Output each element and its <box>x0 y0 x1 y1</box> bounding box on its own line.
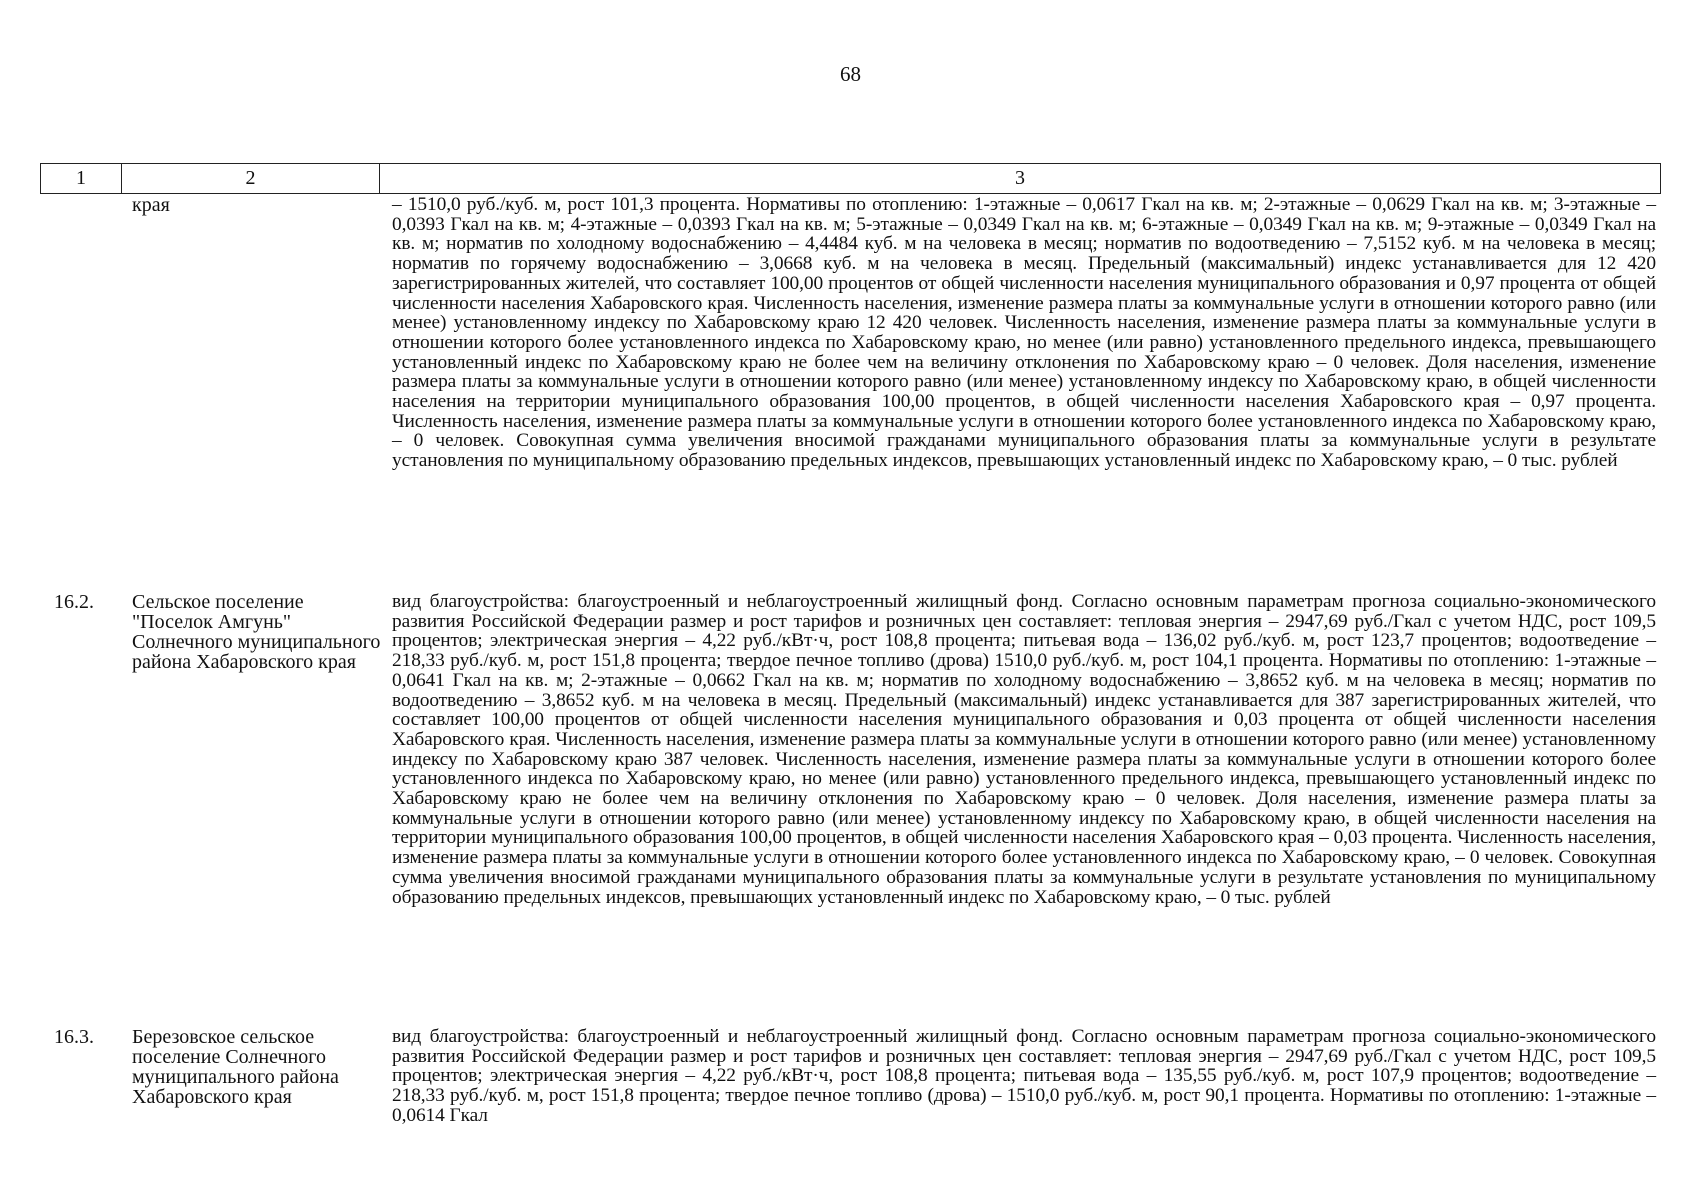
row-description: вид благоустройства: благоустроенный и неблагоустроенный жилищный фонд. Согласно основным параметрам прогноза социально-экономического развития Российской Федерации размер и рост тарифов и розничных цен составляет: тепловая энергия – 2947,69 руб./Гкал с учетом НДС, рост 109,5 процентов; электрическая энергия – 4,22 руб./кВт·ч, рост 108,8 процента; питьевая вода – 135,55 руб./куб. м, рост 107,9 процентов; водоотведение – 218,33 руб./куб. м, рост 151,8 процента; твердое печное топливо (дрова) – 1510,0 руб./куб. м, рост 90,1 процента. Нормативы по отоплению: 1-этажные – 0,0614 Гкал <box>392 1026 1656 1126</box>
row-number: 16.2. <box>54 591 94 613</box>
column-header-3: 3 <box>1015 167 1025 189</box>
municipality-name: Сельское поселение "Поселок Амгунь" Солнечного муниципального района Хабаровского края <box>132 591 381 673</box>
row-description: вид благоустройства: благоустроенный и неблагоустроенный жилищный фонд. Согласно основным параметрам прогноза социально-экономического развития Российской Федерации размер и рост тарифов и розничных цен составляет: тепловая энергия – 2947,69 руб./Гкал с учетом НДС, рост 109,5 процентов; электрическая энергия – 4,22 руб./кВт·ч, рост 108,8 процента; питьевая вода – 136,02 руб./куб. м, рост 123,7 процентов; водоотведение – 218,33 руб./куб. м, рост 151,8 процента; твердое печное топливо (дрова) 1510,0 руб./куб. м, рост 104,1 процента. Нормативы по отоплению: 1-этажные – 0,0641 Гкал на кв. м; 2-этажные – 0,0662 Гкал на кв. м; норматив по холодному водоснабжению – 3,8652 куб. м на человека в месяц; норматив по водоотведению – 3,8652 куб. м на человека в месяц. Предельный (максимальный) индекс устанавливается для 387 зарегистрированных жителей, что составляет 100,00 процентов от общей численности населения муниципального образования и 0,03 процента от общей численности населения Хабаровского края. Численность населения, изменение размера платы за коммунальные услуги в отношении которого равно (или менее) установленному индексу по Хабаровскому краю 387 человек. Численность населения, изменение размера платы за коммунальные услуги в отношении которого более установленного индекса по Хабаровскому краю, но менее (или равно) установленного предельного индекса, превышающего установленный индекс по Хабаровскому краю не более чем на величину отклонения по Хабаровскому краю – 0 человек. Доля населения, изменение размера платы за коммунальные услуги в отношении которого равно (или менее) установленному индексу по Хабаровскому краю, в общей численности населения на территории муниципального образования 100,00 процентов, в общей численности населения Хабаровского края – 0,03 процента. Численность населения, изменение размера платы за коммунальные услуги в отношении которого более установленного индекса по Хабаровскому краю, – 0 человек. Совокупная сумма увеличения вносимой гражданами муниципального образования платы за коммунальные услуги в результате установления по муниципальному образованию предельных индексов, превышающих установленный индекс по Хабаровскому краю, – 0 тыс. рублей <box>392 591 1656 908</box>
row-description: – 1510,0 руб./куб. м, рост 101,3 процента. Нормативы по отоплению: 1-этажные – 0,0617 Гкал на кв. м; 2-этажные – 0,0629 Гкал на кв. м; 3-этажные – 0,0393 Гкал на кв. м; 4-этажные – 0,0393 Гкал на кв. м; 5-этажные – 0,0349 Гкал на кв. м; 6-этажные – 0,0349 Гкал на кв. м; 9-этажные – 0,0349 Гкал на кв. м; норматив по холодному водоснабжению – 4,4484 куб. м на человека в месяц; норматив по водоотведению – 7,5152 куб. м на человека в месяц; норматив по горячему водоснабжению – 3,0668 куб. м на человека в месяц. Предельный (максимальный) индекс устанавливается для 12 420 зарегистрированных жителей, что составляет 100,00 процентов от общей численности населения муниципального образования и 0,97 процента от общей численности населения Хабаровского края. Численность населения, изменение размера платы за коммунальные услуги в отношении которого равно (или менее) установленному индексу по Хабаровскому краю 12 420 человек. Численность населения, изменение размера платы за коммунальные услуги в отношении которого более установленного индекса по Хабаровскому краю, но менее (или равно) установленного предельного индекса, превышающего установленный индекс по Хабаровскому краю не более чем на величину отклонения по Хабаровскому краю – 0 человек. Доля населения, изменение размера платы за коммунальные услуги в отношении которого равно (или менее) установленному индексу по Хабаровскому краю, в общей численности населения на территории муниципального образования 100,00 процентов, в общей численности населения Хабаровского края – 0,97 процента. Численность населения, изменение размера платы за коммунальные услуги в отношении которого более установленного индекса по Хабаровскому краю, – 0 человек. Совокупная сумма увеличения вносимой гражданами муниципального образования платы за коммунальные услуги в результате установления по муниципальному образованию предельных индексов, превышающих установленный индекс по Хабаровскому краю, – 0 тыс. рублей <box>392 194 1656 472</box>
column-header-1: 1 <box>41 164 122 193</box>
municipality-name: края <box>132 194 170 216</box>
row-number: 16.3. <box>54 1026 94 1048</box>
column-header-2: 2 <box>122 164 380 193</box>
municipality-name: Березовское сельское поселение Солнечного муниципального района Хабаровского края <box>132 1026 339 1108</box>
page-number: 68 <box>840 62 861 86</box>
table-header <box>40 163 1661 194</box>
